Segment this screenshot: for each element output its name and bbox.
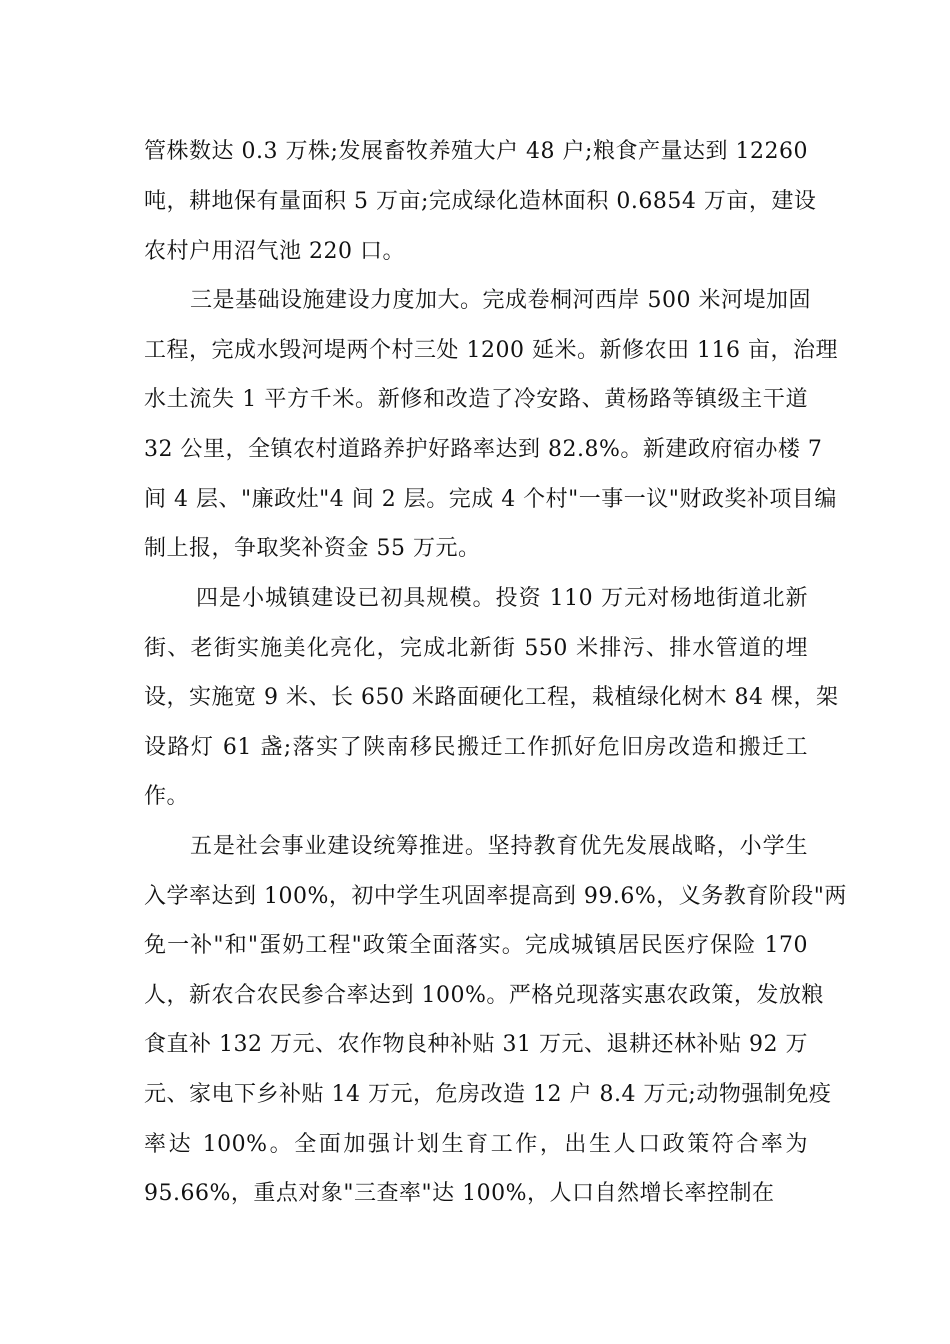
text-line: 32 公里，全镇农村道路养护好路率达到 82.8%。新建政府宿办楼 7 <box>144 437 823 462</box>
text-line: 95.66%，重点对象"三查率"达 100%，人口自然增长率控制在 <box>144 1181 775 1206</box>
text-line: 农村户用沼气池 220 口。 <box>144 239 405 264</box>
text-line: 工程，完成水毁河堤两个村三处 1200 延米。新修农田 116 亩，治理 <box>144 338 838 363</box>
text-line: 食直补 132 万元、农作物良种补贴 31 万元、退耕还林补贴 92 万 <box>144 1032 808 1057</box>
text-line: 街、老街实施美化亮化，完成北新街 550 米排污、排水管道的埋 <box>144 636 808 661</box>
text-line: 元、家电下乡补贴 14 万元，危房改造 12 户 8.4 万元;动物强制免疫 <box>144 1082 832 1107</box>
text-line: 四是小城镇建设已初具规模。投资 110 万元对杨地街道北新 <box>196 586 808 611</box>
text-line: 设，实施宽 9 米、长 650 米路面硬化工程，栽植绿化树木 84 棵，架 <box>144 685 839 710</box>
text-line: 三是基础设施建设力度加大。完成卷桐河西岸 500 米河堤加固 <box>190 288 811 313</box>
text-line: 入学率达到 100%，初中学生巩固率提高到 99.6%，义务教育阶段"两 <box>144 884 847 909</box>
text-line: 人，新农合农民参合率达到 100%。严格兑现落实惠农政策，发放粮 <box>144 983 824 1008</box>
text-line: 设路灯 61 盏;落实了陕南移民搬迁工作抓好危旧房改造和搬迁工 <box>144 735 808 760</box>
text-line: 率达 100%。全面加强计划生育工作，出生人口政策符合率为 <box>144 1132 808 1157</box>
text-line: 作。 <box>144 784 190 809</box>
text-line: 五是社会事业建设统筹推进。坚持教育优先发展战略，小学生 <box>190 834 808 859</box>
text-line: 水土流失 1 平方千米。新修和改造了冷安路、黄杨路等镇级主干道 <box>144 387 808 412</box>
text-line: 管株数达 0.3 万株;发展畜牧养殖大户 48 户;粮食产量达到 12260 <box>144 139 808 164</box>
text-line: 制上报，争取奖补资金 55 万元。 <box>144 536 481 561</box>
text-line: 吨，耕地保有量面积 5 万亩;完成绿化造林面积 0.6854 万亩，建设 <box>144 189 817 214</box>
text-line: 间 4 层、"廉政灶"4 间 2 层。完成 4 个村"一事一议"财政奖补项目编 <box>144 487 837 512</box>
text-line: 免一补"和"蛋奶工程"政策全面落实。完成城镇居民医疗保险 170 <box>144 933 808 958</box>
